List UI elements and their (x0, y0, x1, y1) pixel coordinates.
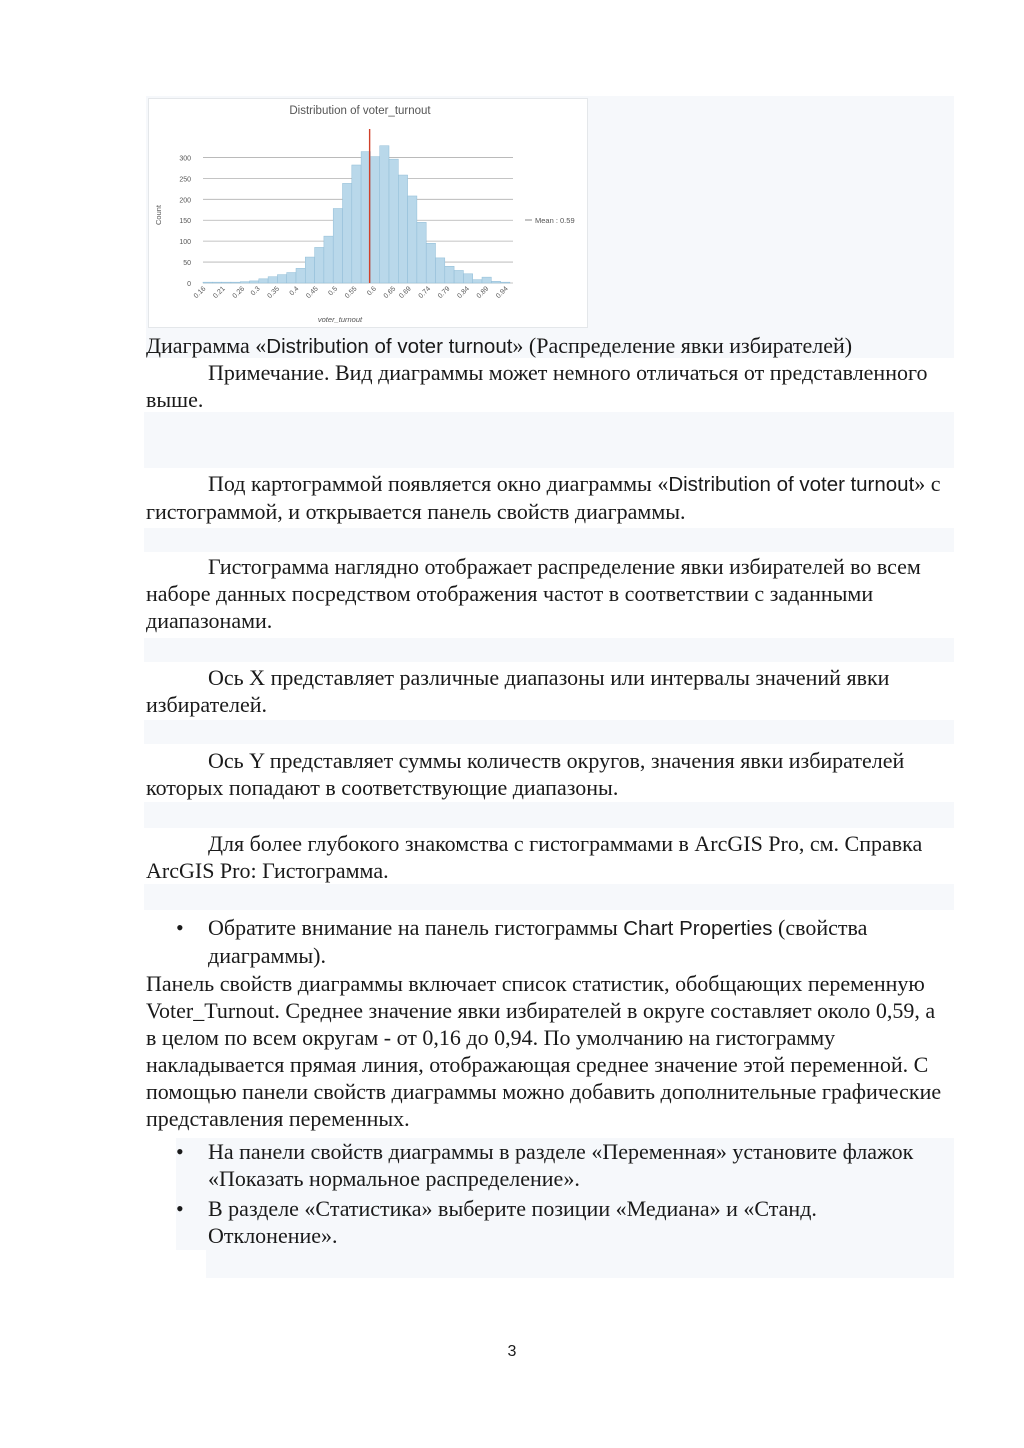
x-tick-label: 0.65 (382, 285, 398, 301)
shade-block-4 (144, 720, 954, 744)
histogram-bar (296, 268, 305, 283)
histogram-bar (277, 275, 286, 283)
histogram-bar (417, 222, 426, 283)
y-tick-label: 50 (183, 260, 191, 268)
bullet-dot: • (176, 915, 184, 940)
histogram-bar (436, 258, 445, 283)
x-tick-label: 0.94 (495, 285, 510, 301)
y-tick-label: 200 (179, 197, 191, 205)
histogram-bar (203, 282, 212, 283)
para1-en2: turnout (850, 473, 915, 496)
paragraph-chart-window (146, 470, 946, 525)
caption-suffix: » (Распределение явки избирателей) (512, 333, 853, 358)
x-tick-label: 0.79 (436, 285, 452, 301)
y-tick-label: 0 (187, 281, 191, 288)
histogram-bar (380, 146, 389, 283)
x-tick-label: 0.3 (249, 285, 262, 298)
histogram-bar (463, 274, 472, 283)
x-tick-label: 0.74 (417, 285, 433, 301)
histogram-bar (426, 243, 435, 283)
histogram-bar (287, 273, 296, 283)
x-tick-label: 0.45 (305, 285, 320, 301)
y-tick-label: 300 (179, 155, 191, 163)
bullet-dot: • (176, 1196, 184, 1221)
histogram-bar (268, 277, 277, 283)
chart-title: Distribution of voter_turnout (289, 105, 431, 117)
histogram-bar (454, 270, 463, 283)
x-tick-label: 0.35 (266, 285, 282, 301)
bullet1-after: (свойства диаграммы). (208, 915, 868, 968)
x-tick-label: 0.21 (212, 285, 227, 301)
para1-after: » с гистограммой, и открывается панель свойств диаграммы. (146, 471, 941, 524)
paragraph-x-axis: Ось X представляет различные диапазоны или интервалы значений явки избирателей. (146, 665, 890, 717)
bullet1-en: Chart Properties (623, 917, 773, 940)
histogram-bar (212, 282, 221, 283)
histogram-bar (370, 157, 379, 283)
page-number: 3 (507, 1343, 517, 1360)
histogram-bar (305, 257, 314, 283)
shade-block-2 (144, 528, 954, 552)
shade-block-3 (144, 638, 954, 662)
histogram-bar (222, 282, 231, 283)
bullet-dot: • (176, 1139, 184, 1164)
histogram-bar (343, 183, 352, 283)
histogram-bar (352, 165, 361, 283)
paragraph-help: Для более глубокого знакомства с гистограммами в ArcGIS Pro, см. Справка ArcGIS Pro: Гистограмма. (146, 831, 923, 883)
y-tick-label: 250 (179, 176, 191, 184)
legend-label: Mean : 0.59 (535, 216, 575, 225)
x-axis-label: voter_turnout (317, 315, 363, 324)
shade-block-1 (144, 412, 954, 468)
histogram-bar (315, 247, 324, 283)
x-tick-label: 0.69 (398, 285, 413, 301)
para1-before: Под картограммой появляется окно диаграммы « (208, 471, 669, 496)
histogram-svg (149, 99, 587, 327)
shade-block-6 (144, 884, 954, 910)
figure-caption (146, 332, 946, 360)
x-tick-label: 0.6 (366, 285, 378, 298)
bullet1-before: Обратите внимание на панель гистограммы (208, 915, 624, 940)
caption-title-en: Distribution of voter turnout (266, 335, 513, 358)
x-tick-label: 0.84 (456, 285, 471, 301)
note-paragraph: Примечание. Вид диаграммы может немного отличаться от представленного выше. (146, 360, 928, 412)
y-tick-label: 100 (179, 239, 191, 247)
histogram-bar (491, 281, 500, 283)
x-tick-label: 0.55 (343, 285, 359, 301)
histogram-chart (148, 98, 588, 328)
bullet-text: На панели свойств диаграммы в разделе «Переменная» установите флажок «Показать нормальное распределение». (208, 1139, 914, 1191)
histogram-bar (473, 280, 482, 283)
histogram-bar (408, 196, 417, 283)
caption-prefix: Диаграмма « (146, 333, 267, 358)
shade-block-5 (144, 802, 954, 828)
x-tick-label: 0.4 (288, 285, 301, 298)
x-tick-label: 0.89 (475, 285, 491, 301)
histogram-bar (259, 279, 268, 283)
histogram-bar (445, 266, 454, 283)
histogram-bar (501, 282, 510, 283)
histogram-bar (324, 236, 333, 283)
bullet-text: В разделе «Статистика» выберите позиции «Медиана» и «Станд. Отклонение». (208, 1196, 817, 1248)
paragraph-histogram: Гистограмма наглядно отображает распределение явки избирателей во всем наборе данных посредством отображения частот в соответствии с заданными диапазонами. (146, 554, 921, 633)
bullet-text (208, 914, 946, 969)
paragraph-y-axis: Ось Y представляет суммы количеств округов, значения явки избирателей которых попадают в соответствующие диапазоны. (146, 748, 905, 800)
x-tick-label: 0.26 (231, 285, 247, 301)
bullet-item-chart-properties (146, 914, 946, 969)
histogram-bar (333, 209, 342, 283)
paragraph-chart-panel: Панель свойств диаграммы включает список статистик, обобщающих переменную Voter_Turnout. Среднее значение явки избирателей в округе составляет около 0,59, а в целом по всем округам - от 0,16 до 0,94. По умолчанию на гистограмму накладывается прямая линия, отображающая среднее значение этой переменной. С помощью панели свойств диаграммы можно добавить дополнительные графические представления переменных. (146, 971, 942, 1131)
histogram-bar (398, 175, 407, 283)
para1-en1: Distribution of voter (668, 473, 845, 496)
y-axis-label: Count (154, 204, 163, 226)
y-tick-label: 150 (179, 218, 191, 226)
histogram-bar (389, 159, 398, 283)
bullet-item-statistics (146, 1195, 946, 1249)
shade-block-8 (206, 1250, 954, 1278)
histogram-bar (482, 277, 491, 283)
histogram-bar (231, 282, 240, 283)
histogram-bar (250, 281, 259, 283)
x-tick-label: 0.16 (192, 285, 208, 301)
histogram-bar (240, 282, 249, 283)
x-tick-label: 0.5 (327, 285, 340, 298)
bullet-item-normal-distribution (146, 1138, 946, 1192)
